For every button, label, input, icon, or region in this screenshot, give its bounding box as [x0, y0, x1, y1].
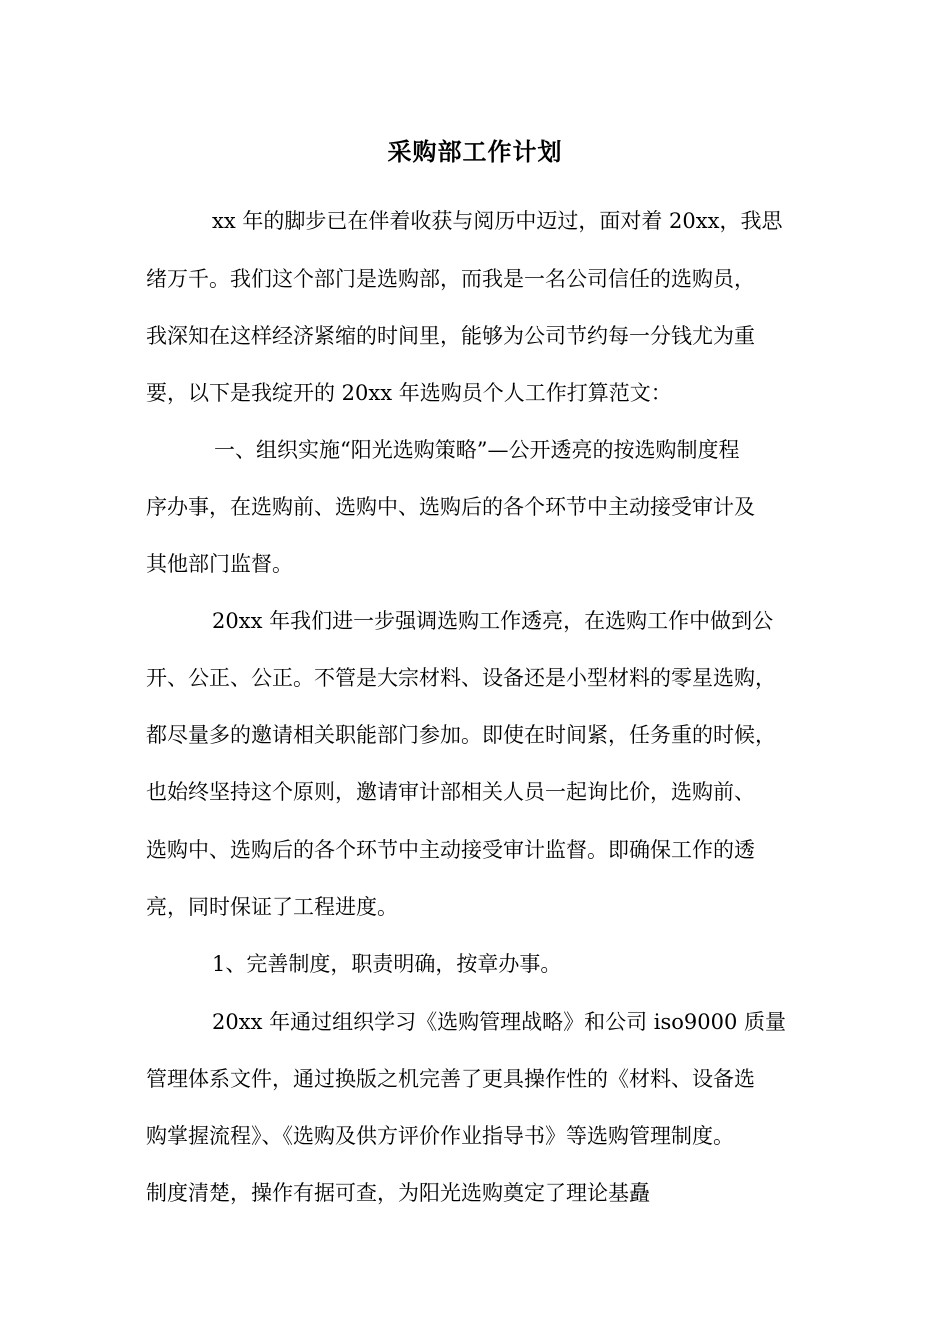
- paragraph-line: xx 年的脚步已在伴着收获与阅历中迈过，面对着 20xx，我思: [212, 209, 783, 233]
- paragraph-line: 我深知在这样经济紧缩的时间里，能够为公司节约每一分钱尤为重: [146, 324, 755, 348]
- paragraph-line: 一、组织实施“阳光选购策略”—公开透亮的按选购制度程: [214, 438, 740, 462]
- paragraph-line: 20xx 年通过组织学习《选购管理战略》和公司 iso9000 质量: [212, 1010, 787, 1034]
- paragraph-line: 也始终坚持这个原则，邀请审计部相关人员一起询比价，选购前、: [146, 780, 755, 804]
- paragraph-line: 开、公正、公正。不管是大宗材料、设备还是小型材料的零星选购，: [146, 666, 776, 690]
- paragraph-line: 亮，同时保证了工程进度。: [146, 895, 398, 919]
- paragraph-line: 制度清楚，操作有据可查，为阳光选购奠定了理论基矗: [146, 1181, 650, 1205]
- section-heading: 1、完善制度，职责明确，按章办事。: [212, 952, 562, 976]
- page-title: 采购部工作计划: [387, 138, 563, 166]
- paragraph-line: 20xx 年我们进一步强调选购工作透亮，在选购工作中做到公: [212, 609, 774, 633]
- paragraph-line: 其他部门监督。: [146, 552, 293, 576]
- paragraph-line: 选购中、选购后的各个环节中主动接受审计监督。即确保工作的透: [146, 838, 755, 862]
- paragraph-line: 购掌握流程》、《选购及供方评价作业指导书》等选购管理制度。: [146, 1124, 734, 1148]
- paragraph-line: 要，以下是我绽开的 20xx 年选购员个人工作打算范文：: [146, 381, 672, 405]
- paragraph-line: 管理体系文件，通过换版之机完善了更具操作性的《材料、设备选: [146, 1067, 755, 1091]
- paragraph-line: 绪万千。我们这个部门是选购部，而我是一名公司信任的选购员，: [146, 267, 755, 291]
- paragraph-line: 序办事，在选购前、选购中、选购后的各个环节中主动接受审计及: [146, 495, 755, 519]
- paragraph-line: 都尽量多的邀请相关职能部门参加。即使在时间紧，任务重的时候，: [146, 723, 776, 747]
